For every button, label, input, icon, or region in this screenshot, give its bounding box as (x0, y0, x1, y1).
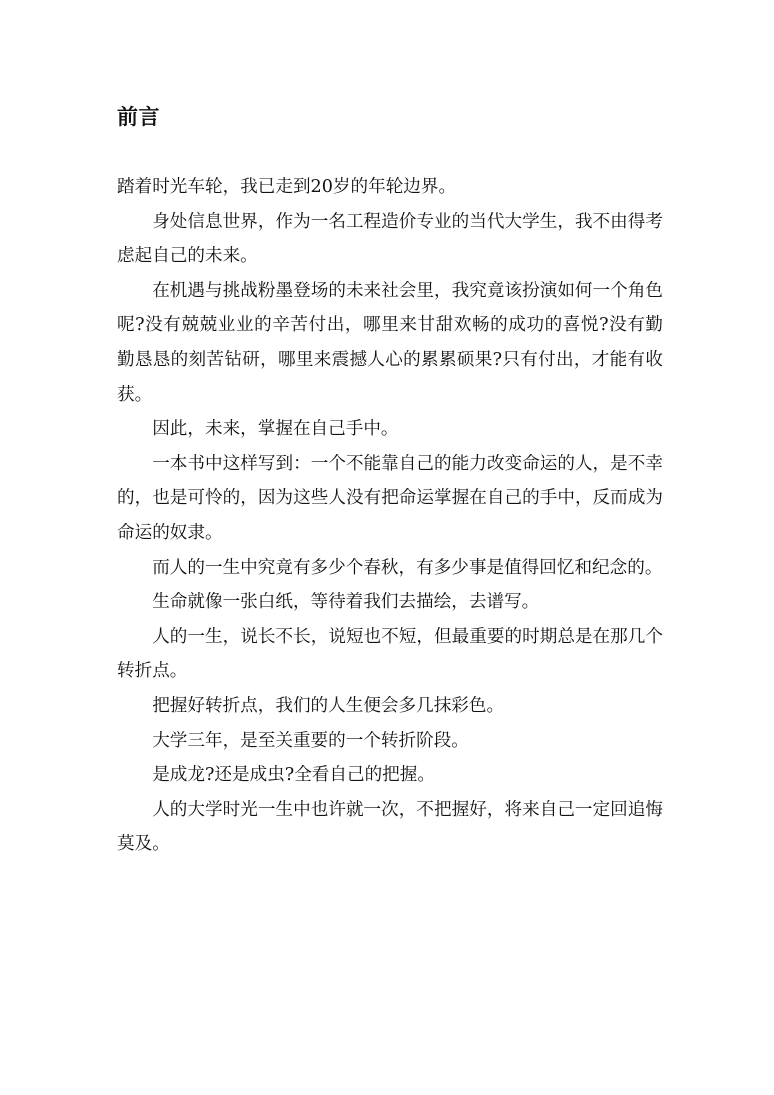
document-body (117, 170, 663, 862)
paragraph-10: 大学三年，是至关重要的一个转折阶段。 (152, 730, 469, 751)
document-title: 前言 (117, 105, 160, 129)
paragraph-1: 踏着时光车轮，我已走到20岁的年轮边界。 (117, 177, 457, 197)
paragraph-5: 一本书中这样写到：一个不能靠自己的能力改变命运的人，是不幸的，也是可怜的，因为这些人没有把命运掌握在自己的手中，反而成为命运的奴隶。 (117, 453, 663, 543)
paragraph-9: 把握好转折点，我们的人生便会多几抹彩色。 (152, 695, 505, 716)
paragraph-7: 生命就像一张白纸，等待着我们去描绘，去谱写。 (152, 592, 540, 613)
paragraph-4: 因此，未来，掌握在自己手中。 (152, 419, 399, 440)
paragraph-8: 人的一生，说长不长，说短也不短，但最重要的时期总是在那几个转折点。 (117, 626, 663, 682)
paragraph-6: 而人的一生中究竟有多少个春秋，有多少事是值得回忆和纪念的。 (152, 557, 663, 578)
paragraph-11: 是成龙?还是成虫?全看自己的把握。 (152, 765, 435, 786)
paragraph-2: 身处信息世界，作为一名工程造价专业的当代大学生，我不由得考虑起自己的未来。 (117, 211, 663, 267)
paragraph-3: 在机遇与挑战粉墨登场的未来社会里，我究竟该扮演如何一个角色呢?没有兢兢业业的辛苦付出，哪里来甘甜欢畅的成功的喜悦?没有勤勤恳恳的刻苦钻研，哪里来震撼人心的累累硕果?只有付出，才能有收获。 (117, 280, 663, 405)
paragraph-12: 人的大学时光一生中也许就一次，不把握好，将来自己一定回追悔莫及。 (117, 799, 663, 855)
